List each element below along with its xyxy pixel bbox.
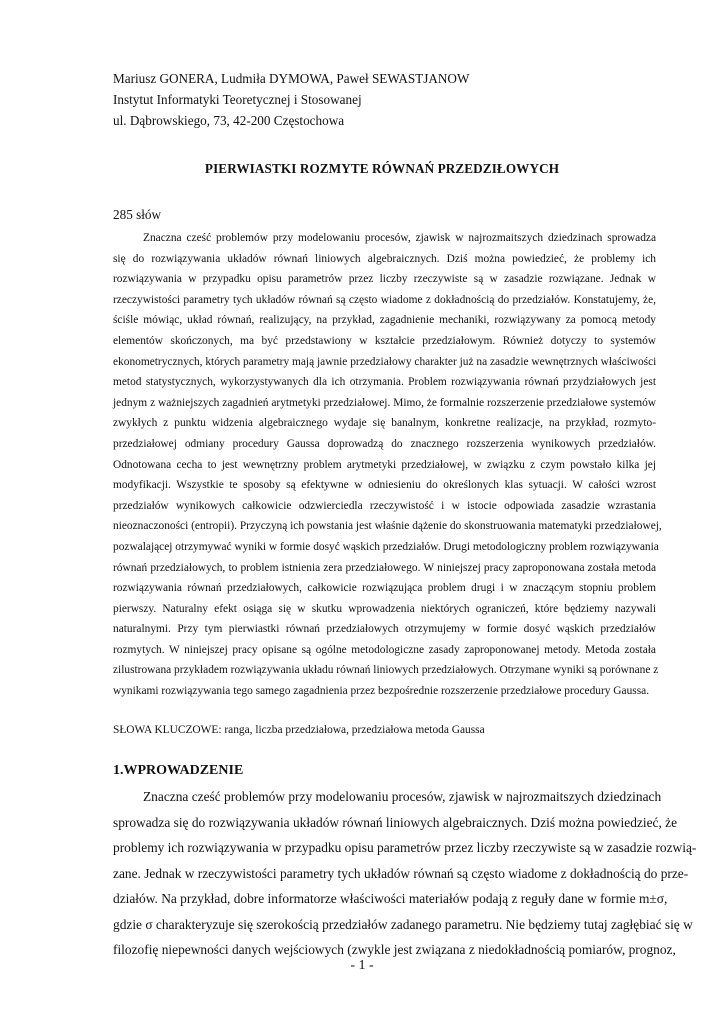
abstract-line: pierwszy. Naturalny efekt osiąga się w skutku wprowadzenia niektórych ograniczeń, które będziemy nazywali [113, 602, 656, 615]
word-count: 285 słów [113, 207, 161, 222]
author-block [113, 68, 469, 131]
abstract-line: pozwalającej otrzymywać wyniki w formie dosyć wąskich przedziałów. Drugi metodologiczny problem rozwiązywania [113, 540, 659, 553]
keywords: SŁOWA KLUCZOWE: ranga, liczba przedziałowa, przedziałowa metoda Gaussa [113, 724, 485, 736]
abstract-line: naturalnymi. Przy tym pierwiastki równań przedziałowych otrzymujemy w formie dosyć wąskich przedziałów [113, 623, 656, 636]
abstract-line: Odnotowana cecha to jest wewnętrzny problem arytmetyki przedziałowej, w związku z czym powstało kilka jej [113, 458, 656, 471]
abstract-line: elementów skończonych, ma być przedstawiony w kształcie przedziałowym. Również dotyczy to systemów [113, 334, 656, 347]
paper-title: PIERWIASTKI ROZMYTE RÓWNAŃ PRZEDZIŁOWYCH [204, 161, 560, 176]
abstract-line: przedziałowej odmiany procedury Gaussa doprowadzą do znacznego rozszerzenia wynikowych przedziałów. [113, 437, 656, 450]
page-number: - 1 - [350, 958, 374, 973]
abstract-line: ściśle mówiąc, układ równań, realizujący, na przykład, zagadnienie mechaniki, rozwiązywany za pomocą metody [113, 314, 656, 327]
intro-line: filozofię niepewności danych wejściowych (zwykle jest związana z niedokładnością pomiarów, prognoz, [113, 942, 676, 957]
address-line: ul. Dąbrowskiego, 73, 42-200 Częstochowa [113, 113, 345, 128]
intro-line: zane. Jednak w rzeczywistości parametry tych układów równań są często wiadome z dokładnością do prze- [113, 865, 689, 881]
intro-line: problemy ich rozwiązywania w przypadku opisu parametrów przez liczby rzeczywiste są w zasadzie rozwią- [113, 840, 697, 855]
intro-line: Znaczna cześć problemów przy modelowaniu procesów, zjawisk w najrozmaitszych dziedzinach [143, 789, 662, 804]
abstract-line: Znaczna cześć problemów przy modelowaniu procesów, zjawisk w najrozmaitszych dziedzinach sprowadza [143, 232, 656, 244]
abstract-line: nieoznaczoności (entropii). Przyczyną ich powstania jest właśnie dążenie do skonstruowania matematyki przedziałowej, [113, 520, 662, 533]
intro-paragraph [113, 784, 697, 963]
abstract-line: wynikami rozwiązywania tego samego zagadnienia przez bezpośrednie rozszerzenie przedziałowe procedury Gaussa. [113, 685, 650, 698]
abstract-line: równań przedziałowych, to problem istnienia zera przedziałowego. W niniejszej pracy zaproponowana została metoda [113, 561, 656, 574]
abstract-line: rozwiązywania równań przedziałowych, całkowicie rozwiązująca problem drugi i w znaczącym stopniu problem [113, 582, 656, 595]
abstract-line: jednym z ważniejszych zagadnień arytmetyki przedziałowej. Mimo, że formalnie rozszerzenie przedziałowe systemów [113, 396, 656, 409]
institute-line: Instytut Informatyki Teoretycznej i Stosowanej [113, 92, 362, 107]
abstract-line: metod statystycznych, wykorzystywanych dla ich otrzymania. Problem rozwiązywania równań przydziałowych jest [113, 376, 656, 389]
abstract-line: rozmytych. W niniejszej pracy opisane są ogólne metodologiczne zasady zaproponowanej metody. Metoda została [113, 643, 656, 656]
abstract-line: rozwiązywania w przypadku opisu parametrów przez liczby rzeczywiste są w zasadzie rozwiązane. Jednak w [113, 273, 656, 286]
intro-line: gdzie σ charakteryzuje się szerokością przedziałów zadanego parametru. Nie będziemy tutaj zagłębiać się w [113, 916, 693, 932]
abstract [113, 228, 662, 702]
intro-line: działów. Na przykład, dobre informatorze właściwości materiałów podają z reguły dane w formie m±σ, [113, 891, 668, 906]
abstract-line: przedziałów wynikowych całkowicie odzwierciedla rzeczywistość i w istocie odpowiada zasadzie wzrastania [113, 499, 656, 512]
abstract-line: zilustrowana przykładem rozwiązywania układu równań liniowych przedziałowych. Otrzymane wyniki są porównane z [113, 664, 659, 677]
intro-line: sprowadza się do rozwiązywania układów równań liniowych algebraicznych. Dziś można powiedzieć, że [113, 814, 678, 830]
authors-line: Mariusz GONERA, Ludmiła DYMOWA, Paweł SEWASTJANOW [113, 71, 470, 86]
abstract-line: się do rozwiązywania układów równań liniowych algebraicznych. Dziś można powiedzieć, że problemy ich [113, 252, 656, 265]
section-heading: 1.WPROWADZENIE [113, 763, 244, 778]
abstract-line: modyfikacji. Wszystkie te sposoby są efektywne w odniesieniu do określonych klas sytuacji. W całości wzrost [113, 479, 656, 492]
abstract-line: rzeczywistości parametry tych układów równań są często wiadome z dokładnością do przedziałów. Konstatujemy, że, [113, 293, 656, 306]
abstract-line: ekonometrycznych, których parametry mają jawnie przedziałowy charakter już na zasadzie wewnętrznych właściwości [113, 355, 657, 368]
abstract-line: zwykłych z punktu widzenia algebraicznego wydaje się banalnym, konkretne realizacje, na przykład, rozmyto- [113, 417, 656, 430]
